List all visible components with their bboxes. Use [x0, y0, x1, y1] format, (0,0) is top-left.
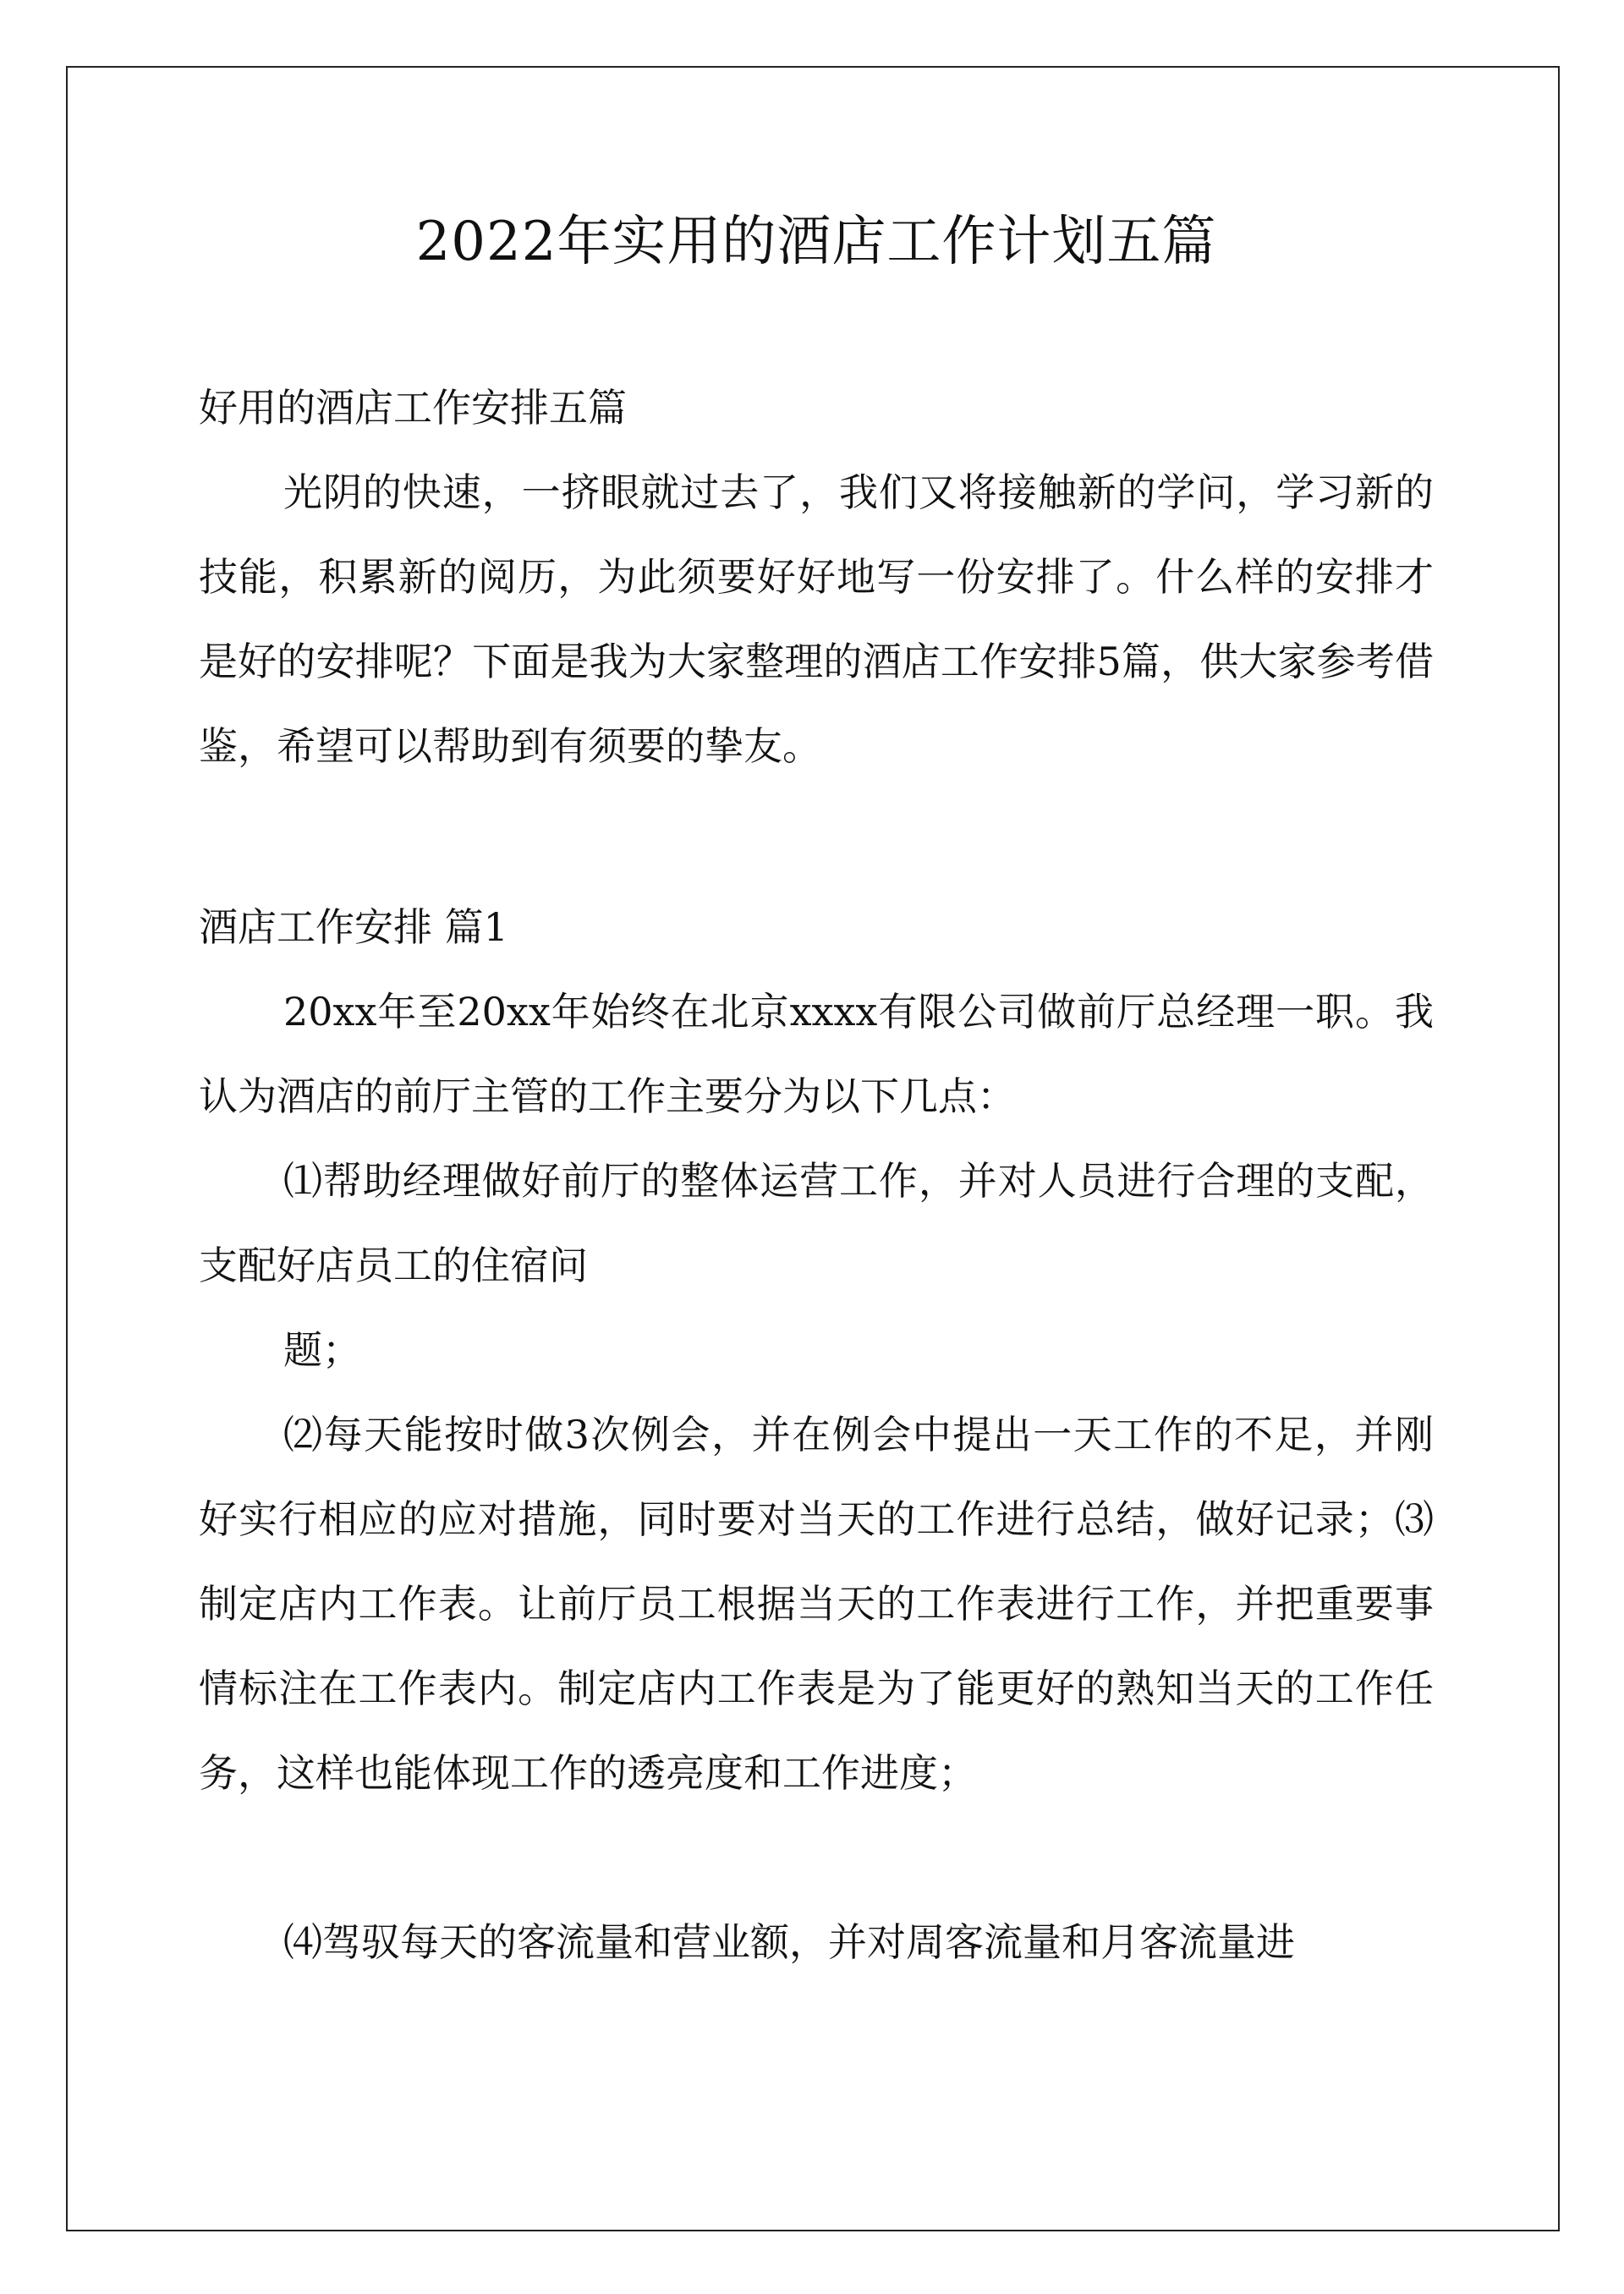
- paragraph-5: ⑷驾驭每天的客流量和营业额，并对周客流量和月客流量进: [283, 1919, 1295, 1965]
- paragraph-2: ⑴帮助经理做好前厅的整体运营工作，并对人员进行合理的支配，支配好店员工的住宿问: [199, 1158, 1434, 1288]
- document-title: 2022年实用的酒店工作计划五篇: [415, 211, 1217, 273]
- paragraph-1: 20xx年至20xx年始终在北京xxxx有限公司做前厅总经理一职。我认为酒店的前厅主管的工作主要分为以下几点：: [199, 989, 1434, 1119]
- paragraph-4: ⑵每天能按时做3次例会，并在例会中提出一天工作的不足，并刚好实行相应的应对措施，同时要对当天的工作进行总结，做好记录；⑶制定店内工作表。让前厅员工根据当天的工作表进行工作，并把重要事情标注在工作表内。制定店内工作表是为了能更好的熟知当天的工作任务，这样也能体现工作的透亮度和工作进度；: [199, 1412, 1434, 1796]
- document-subtitle: 好用的酒店工作安排五篇: [199, 385, 627, 431]
- paragraph-3: 题；: [283, 1327, 361, 1373]
- section-heading: 酒店工作安排 篇1: [199, 904, 508, 950]
- intro-paragraph: 光阴的快速，一挤眼就过去了，我们又将接触新的学问，学习新的技能，积累新的阅历，为此须要好好地写一份安排了。什么样的安排才是好的安排呢？下面是我为大家整理的酒店工作安排5篇，供大家参考借鉴，希望可以帮助到有须要的挚友。: [199, 469, 1434, 769]
